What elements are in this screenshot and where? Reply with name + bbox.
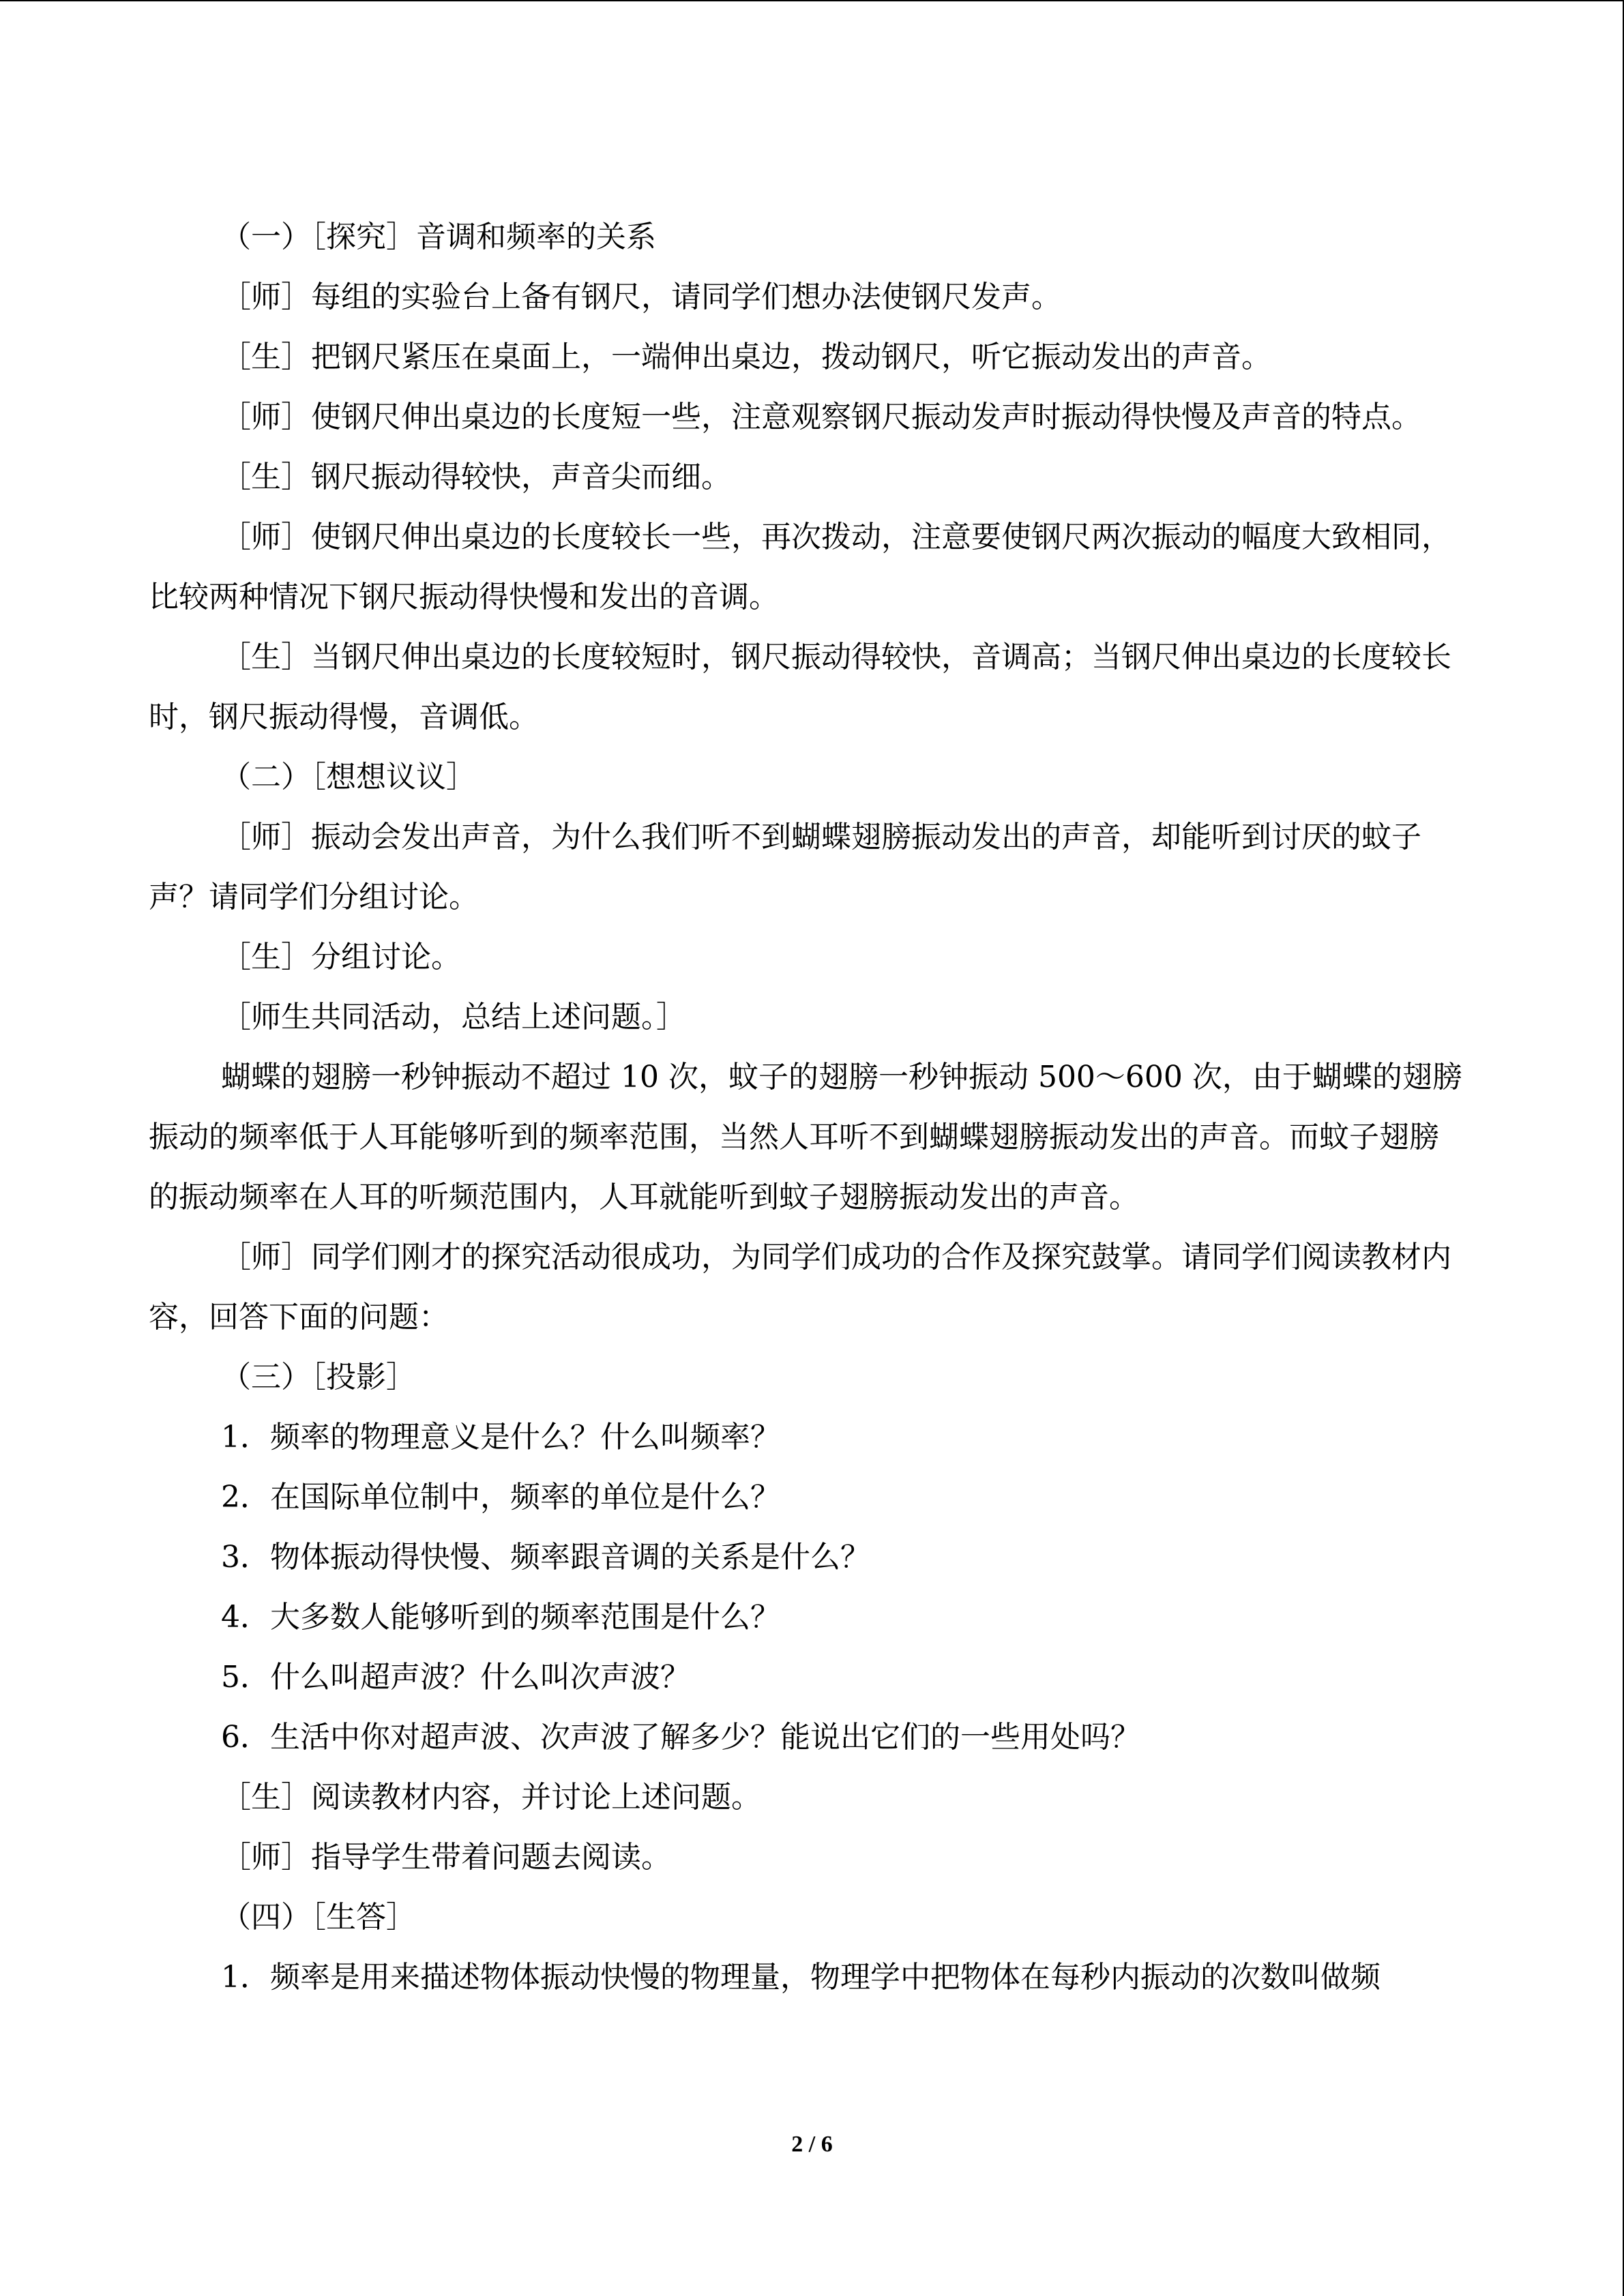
teacher-line: ［师］使钢尺伸出桌边的长度较长一些，再次拨动，注意要使钢尺两次振动的幅度大致相同，比较两种情况下钢尺振动得快慢和发出的音调。 [149,520,1451,614]
section-heading-explore: （一）［探究］音调和频率的关系 [221,220,656,254]
teacher-line: ［师］使钢尺伸出桌边的长度短一些，注意观察钢尺振动发声时振动得快慢及声音的特点。 [221,400,1421,434]
student-line: ［生］钢尺振动得较快，声音尖而细。 [221,460,731,494]
teacher-line: ［师］同学们刚才的探究活动很成功，为同学们成功的合作及探究鼓掌。请同学们阅读教材内容，回答下面的问题： [149,1240,1451,1335]
answer-item: 1．频率是用来描述物体振动快慢的物理量，物理学中把物体在每秒内振动的次数叫做频 [221,1960,1381,1995]
question-item: 2．在国际单位制中，频率的单位是什么？ [221,1480,780,1515]
section-heading-projection: （三）［投影］ [221,1360,416,1395]
section-heading-answers: （四）［生答］ [221,1900,416,1935]
teacher-line: ［师］每组的实验台上备有钢尺，请同学们想办法使钢尺发声。 [221,280,1061,314]
student-line: ［生］把钢尺紧压在桌面上，一端伸出桌边，拨动钢尺，听它振动发出的声音。 [221,340,1271,374]
teacher-line: ［师］振动会发出声音，为什么我们听不到蝴蝶翅膀振动发出的声音，却能听到讨厌的蚊子声？请同学们分组讨论。 [149,820,1421,914]
document-body [149,207,1465,2008]
question-item: 5．什么叫超声波？什么叫次声波？ [221,1660,690,1695]
teacher-line: ［师］指导学生带着问题去阅读。 [221,1840,671,1875]
student-line: ［生］当钢尺伸出桌边的长度较短时，钢尺振动得较快，音调高；当钢尺伸出桌边的长度较长时，钢尺振动得慢，音调低。 [149,640,1451,734]
joint-activity-line: ［师生共同活动，总结上述问题。］ [221,1000,686,1034]
question-item: 6．生活中你对超声波、次声波了解多少？能说出它们的一些用处吗？ [221,1720,1140,1755]
explanation-paragraph: 蝴蝶的翅膀一秒钟振动不超过 10 次，蚊子的翅膀一秒钟振动 500～600 次，由于蝴蝶的翅膀振动的频率低于人耳能够听到的频率范围，当然人耳听不到蝴蝶翅膀振动发出的声音。而蚊子翅膀的振动频率在人耳的听频范围内，人耳就能听到蚊子翅膀振动发出的声音。 [149,1060,1462,1214]
student-line: ［生］阅读教材内容，并讨论上述问题。 [221,1780,761,1815]
question-item: 1．频率的物理意义是什么？什么叫频率？ [221,1420,780,1455]
section-heading-discuss: （二）［想想议议］ [221,760,476,794]
page-number: 2 / 6 [791,2132,833,2157]
student-line: ［生］分组讨论。 [221,940,461,974]
question-item: 3．物体振动得快慢、频率跟音调的关系是什么？ [221,1540,870,1575]
question-item: 4．大多数人能够听到的频率范围是什么？ [221,1600,780,1635]
